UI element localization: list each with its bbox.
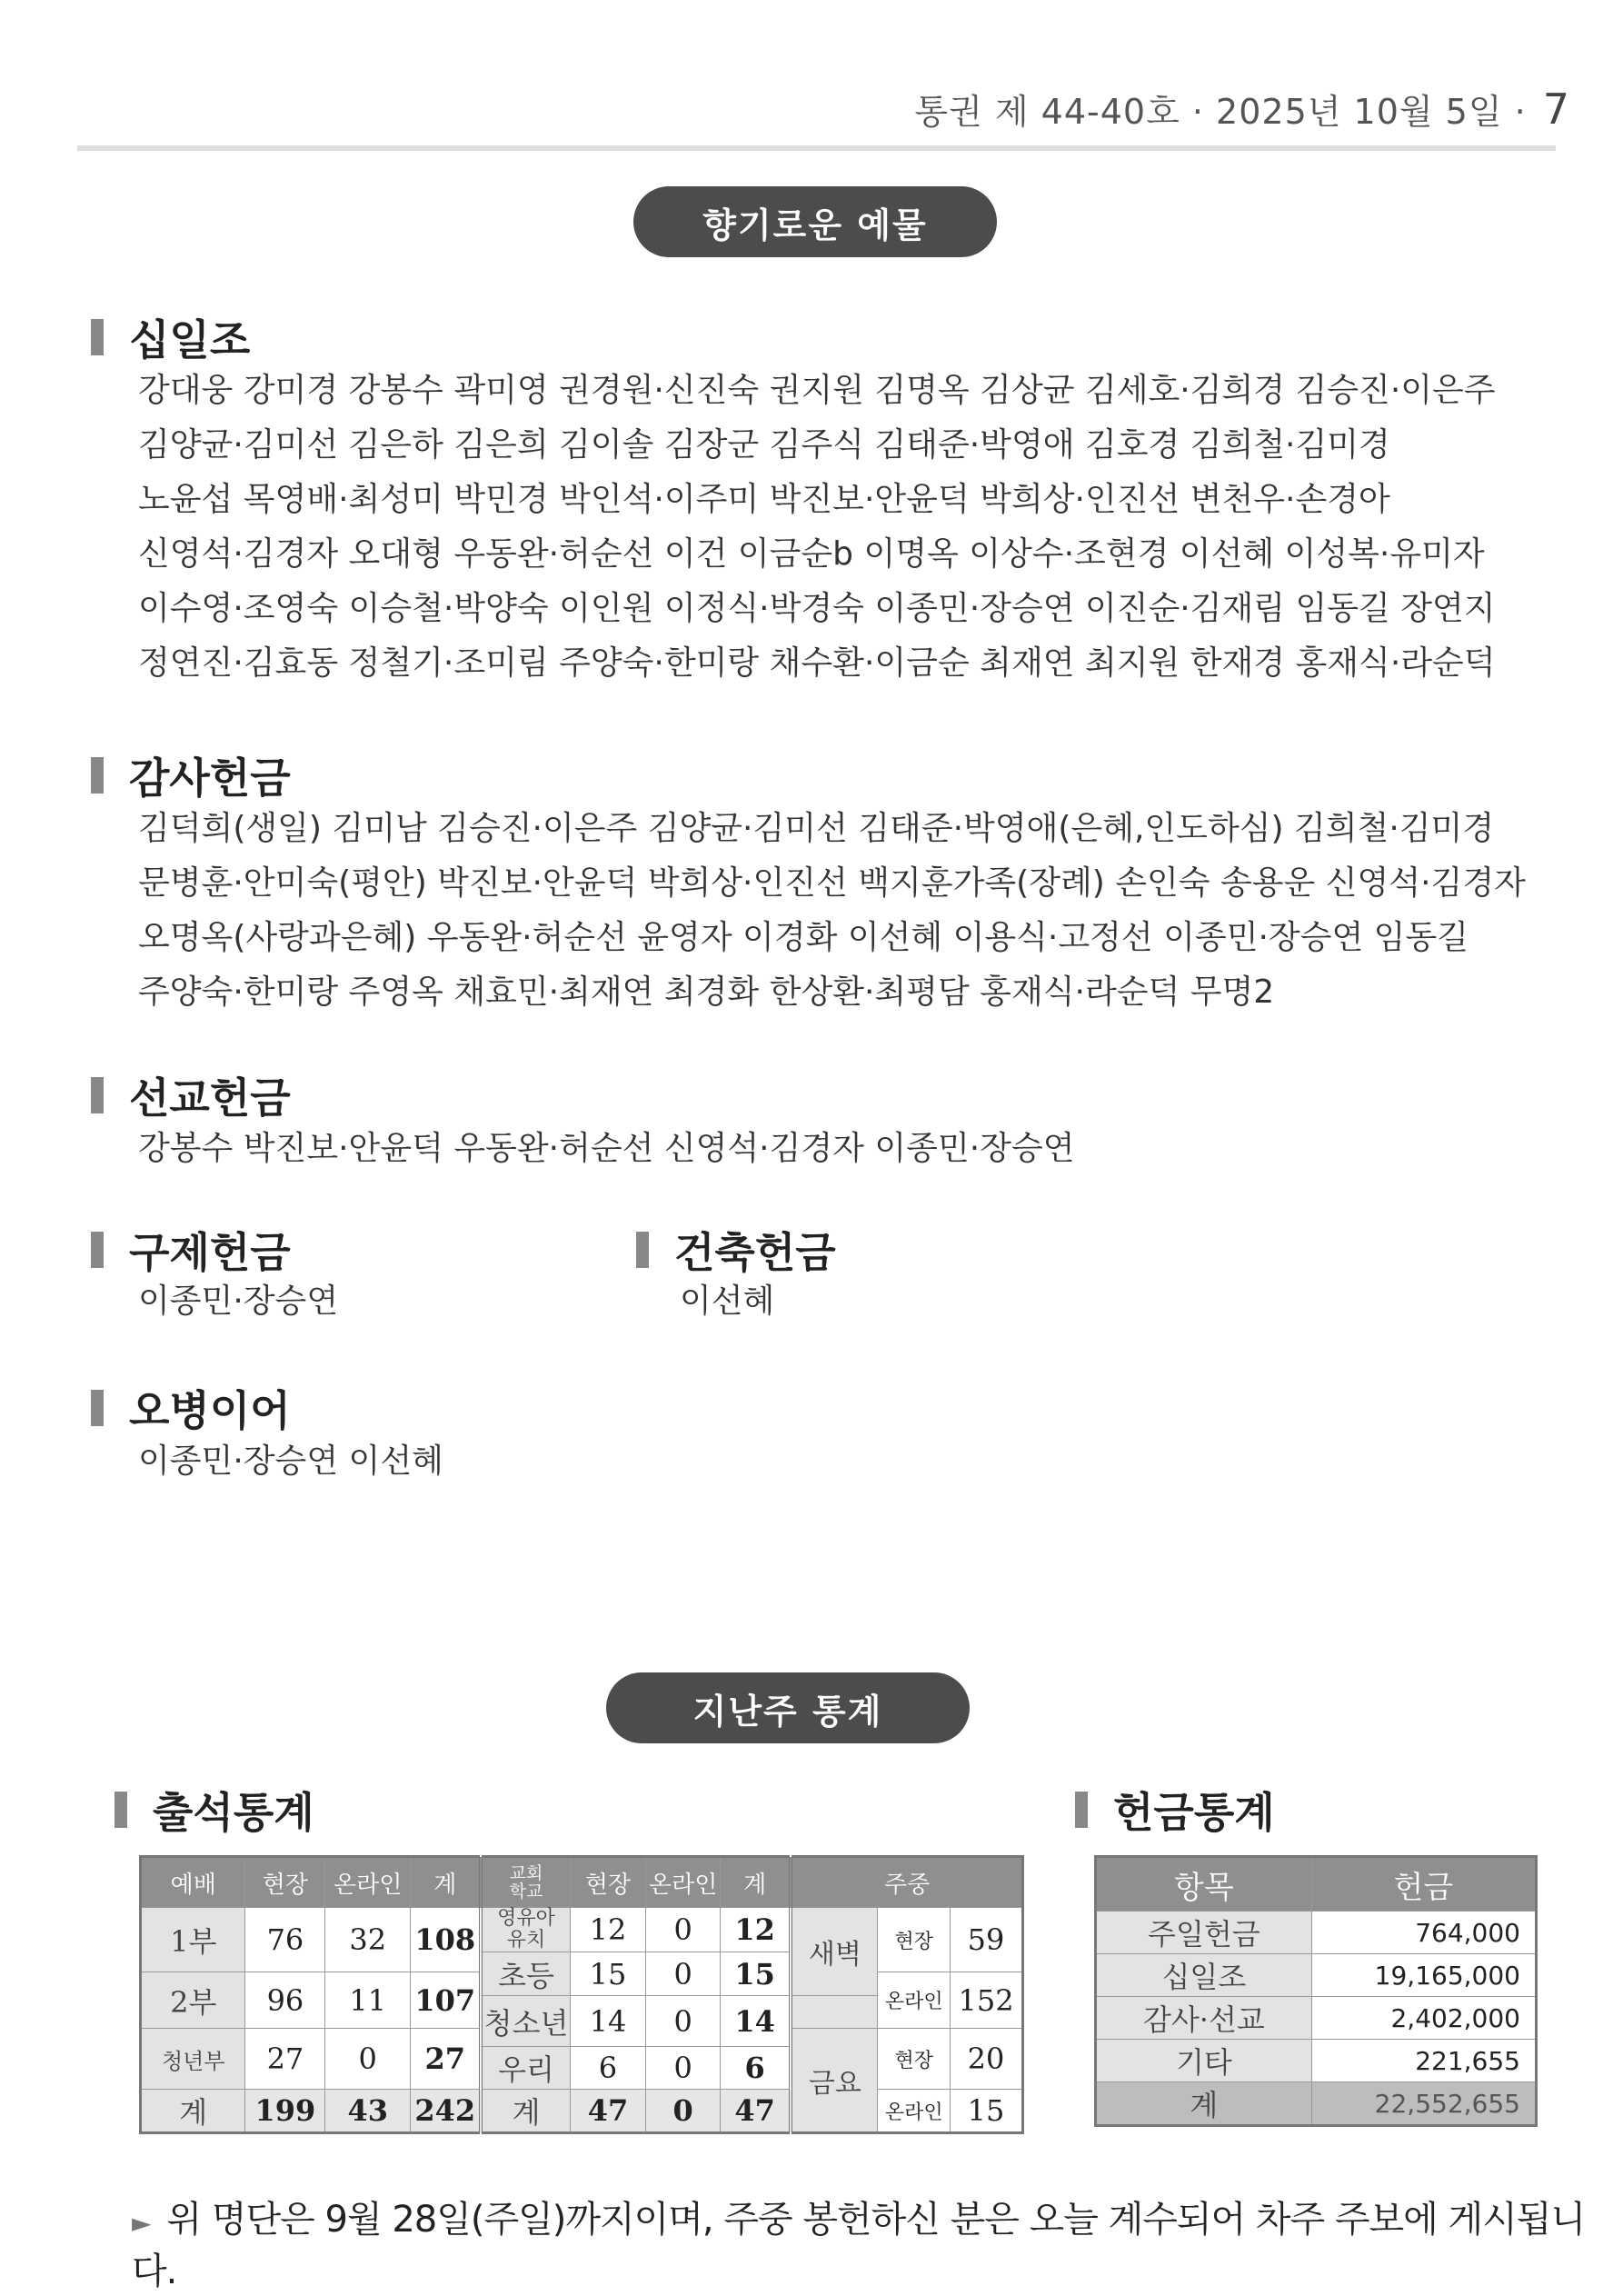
tithe-names [138,364,1556,691]
offering-banner: 향기로운 예물 [633,186,997,257]
row-label: 계 [1096,2082,1312,2126]
attendance-table [139,1855,1024,2134]
table-cell: 20 [951,2029,1023,2090]
section-bar [636,1232,649,1268]
table-cell: 15 [570,1952,646,1996]
mission-names [138,1122,1556,1176]
row-label [791,1996,878,2029]
table-cell: 32 [325,1908,411,1972]
table-cell: 76 [245,1908,325,1972]
row-label: 감사·선교 [1096,1997,1312,2040]
table-cell: 11 [325,1972,411,2029]
section-bar [115,1792,127,1828]
table-cell: 12 [720,1908,791,1952]
row-label: 우리 [481,2047,570,2090]
name-line: 이선혜 [680,1283,775,1320]
name-line: 문병훈·안미숙(평안) 박진보·안윤덕 박희상·인진선 백지훈가족(장례) 손인숙 송용운 신영석·김경자 [138,864,1526,902]
row-label: 2부 [141,1972,245,2029]
table-cell: 221,655 [1311,2040,1536,2082]
row-label: 금요 [791,2029,878,2133]
name-line: 이수영·조영숙 이승철·박양숙 이인원 이정식·박경숙 이종민·장승연 이진순·김재림 임동길 장연지 [138,590,1496,627]
section-bar [91,1232,104,1268]
table-cell: 0 [646,1952,721,1996]
table-cell: 온라인 [878,1972,951,2029]
table-cell: 15 [951,2090,1023,2133]
row-label: 1부 [141,1908,245,1972]
issue-info: 통권 제 44-40호 · 2025년 10월 5일 · [914,92,1527,132]
table-cell: 27 [245,2029,325,2090]
footnote: ► 위 명단은 9월 28일(주일)까지이며, 주중 봉헌하신 분은 오늘 계수되어 차주 주보에 게시됩니다. [132,2199,1586,2292]
table-cell: 107 [411,1972,482,2029]
row-label: 영유아 유치 [481,1908,570,1952]
col-header: 항목 [1096,1857,1312,1912]
offering-stats-title: 헌금통계 [1075,1780,1275,1840]
attendance-title: 출석통계 [115,1780,314,1840]
name-line: 강대웅 강미경 강봉수 곽미영 권경원·신진숙 권지원 김명옥 김상균 김세호·김희경 김승진·이은주 [138,372,1496,409]
col-header: 현장 [570,1857,646,1908]
stats-banner: 지난주 통계 [606,1672,970,1743]
table-cell: 59 [951,1908,1023,1972]
relief-names [138,1274,592,1329]
building-title: 건축헌금 [636,1220,836,1280]
name-line: 신영석·김경자 오대형 우동완·허순선 이건 이금순b 이명옥 이상수·조현경 이선혜 이성복·유미자 [138,535,1485,573]
table-cell: 199 [245,2090,325,2133]
table-cell: 19,165,000 [1311,1954,1536,1997]
section-bar [91,1390,104,1426]
table-cell: 14 [570,1996,646,2047]
name-line: 정연진·김효동 정철기·조미림 주양숙·한미랑 채수환·이금순 최재연 최지원 한재경 홍재식·라순덕 [138,644,1496,682]
table-cell: 6 [570,2047,646,2090]
name-line: 김양균·김미선 김은하 김은희 김이솔 김장군 김주식 김태준·박영애 김호경 김희철·김미경 [138,426,1390,464]
obyeong-names [138,1434,1556,1489]
col-header: 온라인 [325,1857,411,1908]
thanks-title: 감사헌금 [91,745,291,805]
col-header: 계 [720,1857,791,1908]
name-line: 이종민·장승연 [138,1283,339,1320]
triangle-icon: ► [132,2208,151,2238]
row-label: 십일조 [1096,1954,1312,1997]
relief-title: 구제헌금 [91,1220,291,1280]
col-header: 예배 [141,1857,245,1908]
table-cell: 764,000 [1311,1912,1536,1954]
row-label: 초등 [481,1952,570,1996]
col-header: 헌금 [1311,1857,1536,1912]
mission-title: 선교헌금 [91,1065,291,1125]
col-header: 계 [411,1857,482,1908]
table-cell: 22,552,655 [1311,2082,1536,2126]
row-label: 계 [481,2090,570,2133]
table-cell: 152 [951,1972,1023,2029]
table-cell: 43 [325,2090,411,2133]
table-cell: 108 [411,1908,482,1972]
col-header: 현장 [245,1857,325,1908]
row-label: 기타 [1096,2040,1312,2082]
row-label: 청년부 [141,2029,245,2090]
row-label: 주일헌금 [1096,1912,1312,1954]
table-cell: 0 [646,1908,721,1952]
row-label: 청소년 [481,1996,570,2047]
section-bar [91,319,104,355]
col-header: 교회 학교 [481,1857,570,1908]
table-cell: 47 [570,2090,646,2133]
section-bar [91,1077,104,1113]
table-cell: 15 [720,1952,791,1996]
obyeong-title: 오병이어 [91,1378,291,1438]
table-cell: 6 [720,2047,791,2090]
table-cell: 47 [720,2090,791,2133]
table-cell: 0 [646,1996,721,2047]
thanks-names [138,802,1556,1020]
page-number: 7 [1542,85,1570,134]
table-cell: 242 [411,2090,482,2133]
header-divider [77,145,1556,151]
name-line: 오명옥(사랑과은혜) 우동완·허순선 윤영자 이경화 이선혜 이용식·고정선 이종민·장승연 임동길 [138,919,1469,956]
row-label: 새벽 [791,1908,878,1996]
table-cell: 0 [325,2029,411,2090]
tithe-title: 십일조 [91,307,250,367]
name-line: 강봉수 박진보·안윤덕 우동완·허순선 신영석·김경자 이종민·장승연 [138,1130,1075,1167]
section-bar [1075,1792,1088,1828]
table-cell: 0 [646,2047,721,2090]
table-cell: 0 [646,2090,721,2133]
table-cell: 현장 [878,1908,951,1972]
table-cell: 현장 [878,2029,951,2090]
section-bar [91,757,104,794]
page-header [914,84,1570,134]
name-line: 주양숙·한미랑 주영옥 채효민·최재연 최경화 한상환·최평담 홍재식·라순덕 무명2 [138,973,1275,1011]
building-names [680,1274,1134,1329]
table-cell: 온라인 [878,2090,951,2133]
offering-stats-table [1094,1855,1538,2127]
table-cell: 14 [720,1996,791,2047]
name-line: 이종민·장승연 이선혜 [138,1442,443,1480]
table-cell: 2,402,000 [1311,1997,1536,2040]
table-cell: 96 [245,1972,325,2029]
row-label: 계 [141,2090,245,2133]
name-line: 노윤섭 목영배·최성미 박민경 박인석·이주미 박진보·안윤덕 박희상·인진선 변천우·손경아 [138,481,1390,518]
table-cell: 27 [411,2029,482,2090]
col-header: 주중 [791,1857,1022,1908]
table-cell: 12 [570,1908,646,1952]
col-header: 온라인 [646,1857,721,1908]
name-line: 김덕희(생일) 김미남 김승진·이은주 김양균·김미선 김태준·박영애(은혜,인도하심) 김희철·김미경 [138,810,1495,847]
